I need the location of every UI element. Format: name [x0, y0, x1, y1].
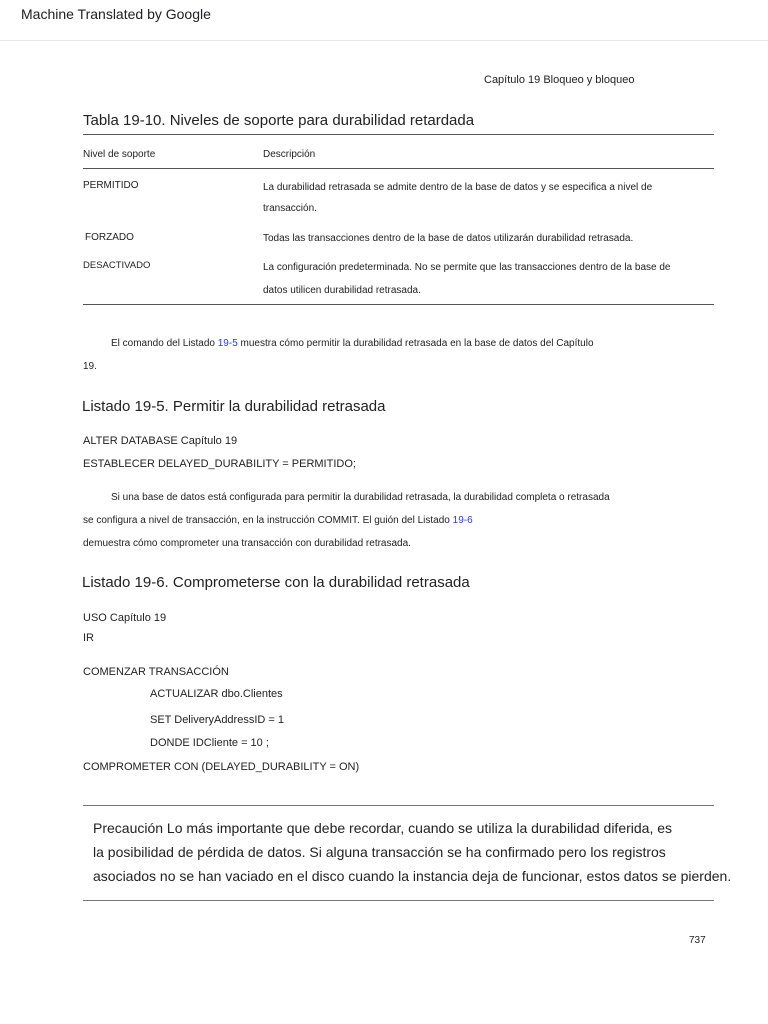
paragraph-text: demuestra cómo comprometer una transacción con durabilidad retrasada.	[83, 538, 411, 549]
code-line: ALTER DATABASE Capítulo 19	[83, 435, 238, 447]
translation-banner	[0, 0, 768, 41]
code-line: IR	[83, 632, 94, 644]
code-line: COMENZAR TRANSACCIÓN	[83, 666, 229, 678]
table-header-description: Descripción	[263, 149, 316, 160]
code-line: COMPROMETER CON (DELAYED_DURABILITY = ON)	[83, 761, 360, 773]
code-line: ESTABLECER DELAYED_DURABILITY = PERMITIDO;	[83, 458, 356, 470]
caution-text: Precaución Lo más importante que debe recordar, cuando se utiliza la durabilidad diferida, es	[93, 820, 673, 836]
paragraph-intro-cont: 19.	[83, 361, 97, 372]
page-number: 737	[689, 935, 706, 946]
banner-text: Machine Translated by Google	[21, 6, 211, 22]
code-line: ACTUALIZAR dbo.Clientes	[150, 688, 283, 700]
table-cell-description: La configuración predeterminada. No se permite que las transacciones dentro de la base de	[263, 262, 671, 273]
listing-link-19-6[interactable]: 19-6	[452, 515, 473, 526]
table-cell-description: La durabilidad retrasada se admite dentro de la base de datos y se especifica a nivel de	[263, 182, 653, 193]
table-cell-level: FORZADO	[85, 232, 134, 243]
paragraph-intro	[111, 338, 594, 349]
paragraph-text: Si una base de datos está configurada para permitir la durabilidad retrasada, la durabilidad completa o retrasada	[111, 492, 610, 503]
table-cell-level: PERMITIDO	[83, 180, 139, 191]
listing-title: Listado 19-5. Permitir la durabilidad retrasada	[82, 398, 386, 415]
code-line: USO Capítulo 19	[83, 612, 167, 624]
table-top-rule	[83, 134, 714, 135]
paragraph-text	[83, 515, 473, 526]
caution-top-rule	[83, 805, 714, 806]
table-bottom-rule	[83, 304, 714, 305]
paragraph-text: se configura a nivel de transacción, en la instrucción COMMIT. El guión del Listado	[83, 515, 453, 526]
table-cell-description-cont: datos utilicen durabilidad retrasada.	[263, 285, 421, 296]
table-title: Tabla 19-10. Niveles de soporte para durabilidad retardada	[83, 112, 475, 129]
code-line: SET DeliveryAddressID = 1	[150, 714, 284, 726]
running-head: Capítulo 19 Bloqueo y bloqueo	[484, 74, 635, 86]
caution-text: asociados no se han vaciado en el disco cuando la instancia deja de funcionar, estos datos se pierden.	[93, 868, 732, 884]
table-header-level: Nivel de soporte	[83, 149, 156, 160]
table-cell-description-cont: transacción.	[263, 203, 317, 214]
paragraph-text: muestra cómo permitir la durabilidad retrasada en la base de datos del Capítulo	[237, 338, 594, 349]
paragraph-text: El comando del Listado	[111, 338, 218, 349]
code-line: DONDE IDCliente = 10 ;	[150, 737, 269, 749]
listing-link-19-5[interactable]: 19-5	[217, 338, 238, 349]
table-cell-description: Todas las transacciones dentro de la base de datos utilizarán durabilidad retrasada.	[263, 233, 634, 244]
table-cell-level: DESACTIVADO	[83, 260, 151, 271]
listing-title: Listado 19-6. Comprometerse con la durabilidad retrasada	[82, 574, 470, 591]
table-header-rule	[83, 168, 714, 169]
caution-text: la posibilidad de pérdida de datos. Si alguna transacción se ha confirmado pero los registros	[93, 844, 666, 860]
caution-bottom-rule	[83, 900, 714, 901]
